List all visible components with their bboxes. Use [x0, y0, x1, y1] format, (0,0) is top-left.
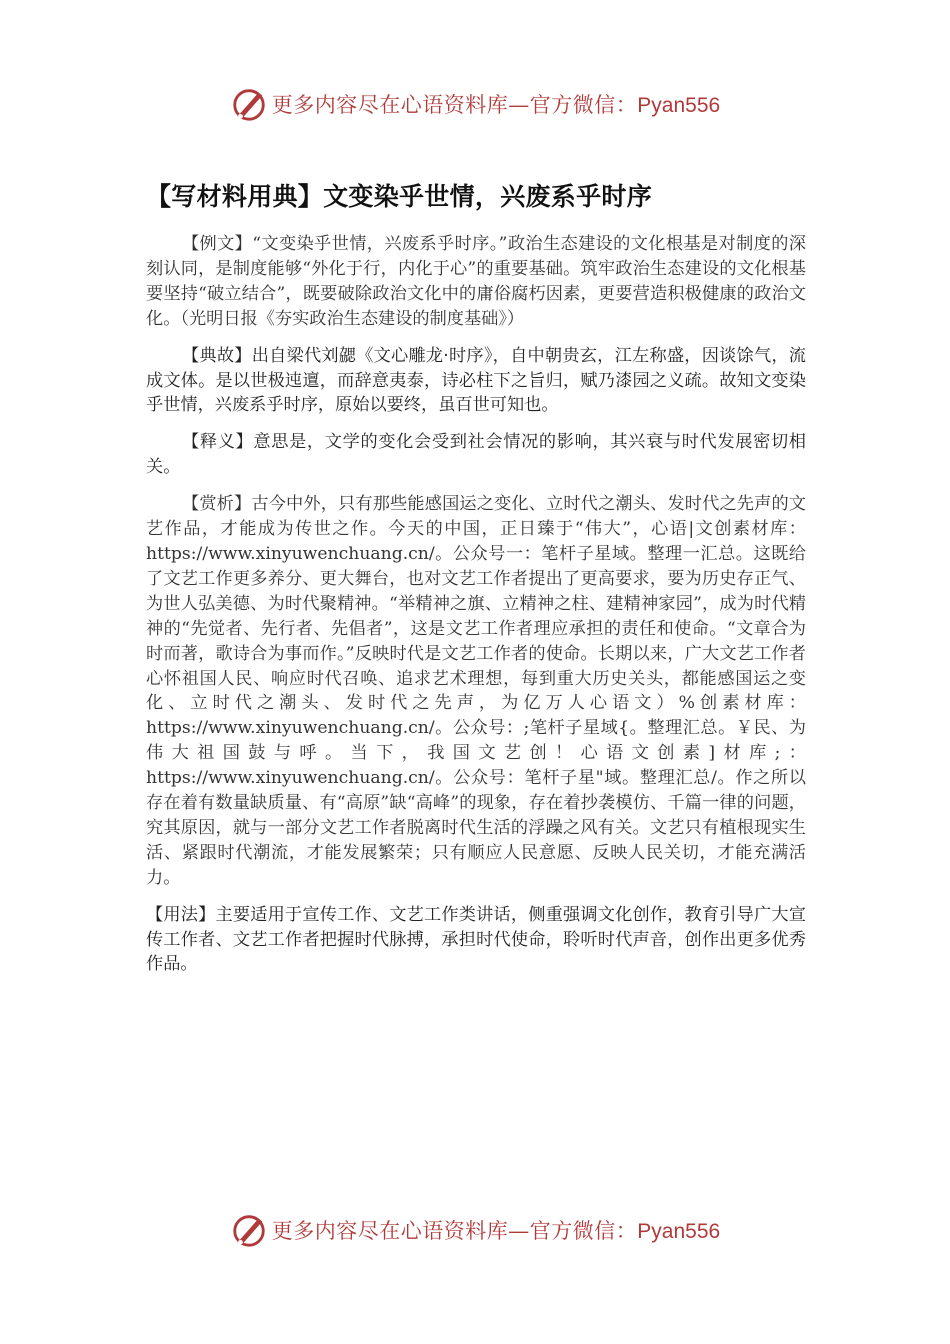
footer-banner	[0, 1208, 950, 1252]
section-text: 主要适用于宣传工作、文艺工作类讲话，侧重强调文化创作，教育引导广大宣传工作者、文艺工作者把握时代脉搏，承担时代使命，聆听时代声音，创作出更多优秀作品。	[146, 904, 806, 975]
pen-circle-logo-icon	[230, 1211, 268, 1249]
section-usage	[146, 903, 806, 978]
page-title: 【写材料用典】文变染乎世情，兴废系乎时序	[146, 182, 653, 211]
section-meaning	[146, 430, 806, 480]
section-text: 出自梁代刘勰《文心雕龙·时序》，自中朝贵玄，江左称盛，因谈馀气，流成文体。是以世极迍邅，而辞意夷泰，诗必柱下之旨归，赋乃漆园之义疏。故知文变染乎世情，兴废系乎时序，原始以要终，虽百世可知也。	[146, 345, 806, 416]
pen-circle-logo-icon	[230, 85, 268, 123]
section-tag: 【释义】	[182, 432, 254, 453]
section-tag: 【赏析】	[182, 494, 252, 515]
wechat-id: Pyan556	[637, 94, 721, 117]
section-allusion	[146, 344, 806, 419]
section-tag: 【例文】	[182, 234, 253, 254]
banner-text: 更多内容尽在心语资料库—官方微信：Pyan556	[271, 1219, 721, 1243]
wechat-id: Pyan556	[637, 1220, 721, 1243]
banner-text: 更多内容尽在心语资料库—官方微信：Pyan556	[271, 93, 721, 117]
section-example	[146, 232, 806, 332]
section-text: “文变染乎世情，兴废系乎时序。”政治生态建设的文化根基是对制度的深刻认同，是制度能够“外化于行，内化于心”的重要基础。筑牢政治生态建设的文化根基要坚持“破立结合”，既要破除政治文化中的庸俗腐朽因素，更要营造积极健康的政治文化。（光明日报《夯实政治生态建设的制度基础》）	[146, 234, 806, 329]
section-appreciation	[146, 492, 806, 891]
header-banner	[0, 82, 950, 126]
section-tag: 【典故】	[182, 345, 252, 366]
section-tag: 【用法】	[146, 904, 216, 925]
section-text: 意思是，文学的变化会受到社会情况的影响，其兴衰与时代发展密切相关。	[146, 432, 806, 478]
section-text: 古今中外，只有那些能感国运之变化、立时代之潮头、发时代之先声的文艺作品，才能成为传世之作。今天的中国，正日臻于“伟大”，心语|文创素材库：https://www.xinyuwenchuang.cn/。公众号一：笔杆子星域。整理一汇总。这既给了文艺工作更多养分、更大舞台，也对文艺工作者提出了更高要求，要为历史存正气、为世人弘美德、为时代聚精神。“举精神之旗、立精神之柱、建精神家园”，成为时代精神的“先觉者、先行者、先倡者”，这是文艺工作者理应承担的责任和使命。“文章合为时而著，歌诗合为事而作。”反映时代是文艺工作者的使命。长期以来，广大文艺工作者心怀祖国人民、响应时代召唤、追求艺术理想，每到重大历史关头，都能感国运之变化、立时代之潮头、发时代之先声，为亿万人心语文）%创素材库：https://www.xinyuwenchuang.cn/。公众号：;笔杆子星域{。整理汇总。￥民、为伟大祖国鼓与呼。当下，我国文艺创！心语文创素]材库;：https://www.xinyuwenchuang.cn/。公众号：笔杆子星"域。整理汇总/。作之所以存在着有数量缺质量、有“高原”缺“高峰”的现象，存在着抄袭模仿、千篇一律的问题，究其原因，就与一部分文艺工作者脱离时代生活的浮躁之风有关。文艺只有植根现实生活、紧跟时代潮流，才能发展繁荣；只有顺应人民意愿、反映人民关切，才能充满活力。	[146, 494, 806, 888]
article-body	[146, 232, 806, 989]
